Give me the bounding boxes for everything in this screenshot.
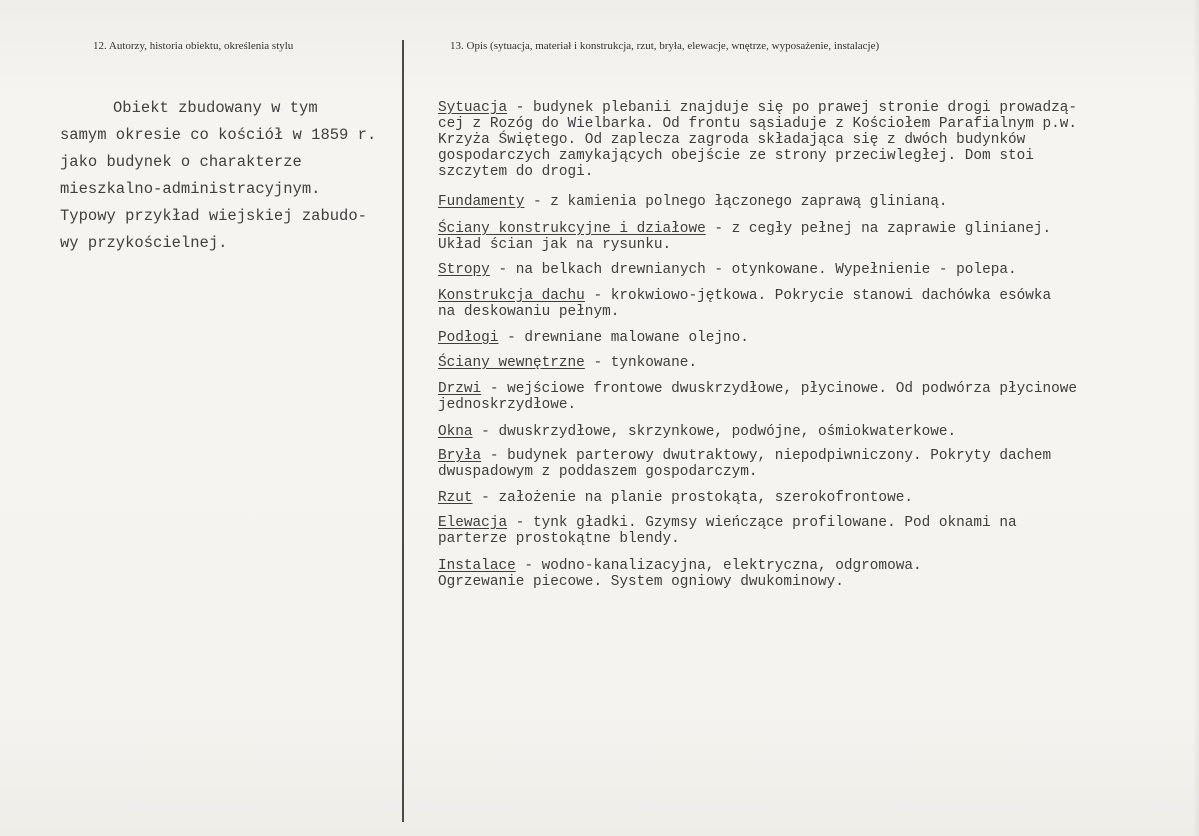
entry-term: Okna [438, 424, 473, 440]
entry-text: - założenie na planie prostokąta, szerokofrontowe. [472, 490, 913, 506]
entry-okna [438, 424, 956, 440]
entry-elewacja [438, 515, 1017, 547]
entry-text: - drewniane malowane olejno. [498, 330, 749, 346]
entry-text: - dwuskrzydłowe, skrzynkowe, podwójne, ośmiokwaterkowe. [472, 424, 957, 440]
entry-text: szczytem do drogi. [438, 164, 594, 180]
entry-term: Podłogi [438, 330, 499, 346]
entry-text: gospodarczych zamykających obejście ze strony przeciwległej. Dom stoi [438, 148, 1034, 164]
entry-drzwi [438, 381, 1077, 413]
section-13-header: 13. Opis (sytuacja, materiał i konstrukcja, rzut, bryła, elewacje, wnętrze, wyposażenie, instalacje) [450, 40, 880, 52]
entry-text: Ogrzewanie piecowe. System ogniowy dwukominowy. [438, 574, 844, 590]
column-divider [402, 40, 404, 822]
history-line: wy przykościelnej. [60, 234, 228, 252]
entry-rzut [438, 490, 913, 506]
entry-text: - z kamienia polnego łączonego zaprawą glinianą. [524, 194, 948, 210]
entry-text: na deskowaniu pełnym. [438, 304, 620, 320]
history-line: samym okresie co kościół w 1859 r. [60, 126, 377, 144]
entry-stropy [438, 262, 1017, 278]
entry-text: - tynk gładki. Gzymsy wieńczące profilowane. Pod oknami na [507, 515, 1017, 531]
history-line: mieszkalno-administracyjnym. [60, 180, 321, 198]
entry-term: Fundamenty [438, 194, 525, 210]
entry-term: Konstrukcja dachu [438, 288, 585, 304]
entry-konstrukcja-dachu [438, 288, 1051, 320]
entry-text: - z cegły pełnej na zaprawie glinianej. [705, 221, 1052, 237]
entry-term: Sytuacja [438, 100, 508, 116]
entry-text: - budynek parterowy dwutraktowy, niepodpiwniczony. Pokryty dachem [481, 448, 1052, 464]
history-line: Obiekt zbudowany w tym [113, 99, 318, 117]
entry-sciany-wewnetrzne [438, 355, 697, 371]
entry-text: Krzyża Świętego. Od zaplecza zagroda składająca się z dwóch budynków [438, 132, 1026, 148]
entry-text: parterze prostokątne blendy. [438, 531, 680, 547]
entry-text: dwuspadowym z poddaszem gospodarczym. [438, 464, 758, 480]
entry-text: - tynkowane. [584, 355, 698, 371]
entry-term: Stropy [438, 262, 490, 278]
entry-fundamenty [438, 194, 948, 210]
page-edge-shadow [1193, 0, 1199, 836]
entry-podlogi [438, 330, 749, 346]
entry-term: Ściany konstrukcyjne i działowe [438, 221, 706, 237]
history-line: Typowy przykład wiejskiej zabudo- [60, 207, 367, 225]
entry-text: jednoskrzydłowe. [438, 397, 577, 413]
entry-sytuacja [438, 100, 1077, 180]
entry-term: Drzwi [438, 381, 482, 397]
entry-term: Instalace [438, 558, 516, 574]
section-12-header: 12. Autorzy, historia obiektu, określenia stylu [93, 40, 294, 52]
entry-text: - krokwiowo-jętkowa. Pokrycie stanowi dachówka esówka [584, 288, 1052, 304]
history-line: jako budynek o charakterze [60, 153, 302, 171]
entry-text: - na belkach drewnianych - otynkowane. Wypełnienie - polepa. [489, 262, 1017, 278]
entry-bryla [438, 448, 1051, 480]
entry-term: Elewacja [438, 515, 508, 531]
entry-text: cej z Rozóg do Wielbarka. Od frontu sąsiaduje z Kościołem Parafialnym p.w. [438, 116, 1078, 132]
entry-sciany-konstrukcyjne [438, 221, 1051, 253]
entry-term: Bryła [438, 448, 482, 464]
entry-term: Rzut [438, 490, 473, 506]
history-text [60, 95, 400, 257]
entry-text: - wejściowe frontowe dwuskrzydłowe, płycinowe. Od podwórza płycinowe [481, 381, 1078, 397]
entry-text: - wodno-kanalizacyjna, elektryczna, odgromowa. [515, 558, 922, 574]
entry-text: Układ ścian jak na rysunku. [438, 237, 672, 253]
entry-term: Ściany wewnętrzne [438, 355, 585, 371]
entry-text: - budynek plebanii znajduje się po prawej stronie drogi prowadzą- [507, 100, 1078, 116]
entry-instalace [438, 558, 922, 590]
